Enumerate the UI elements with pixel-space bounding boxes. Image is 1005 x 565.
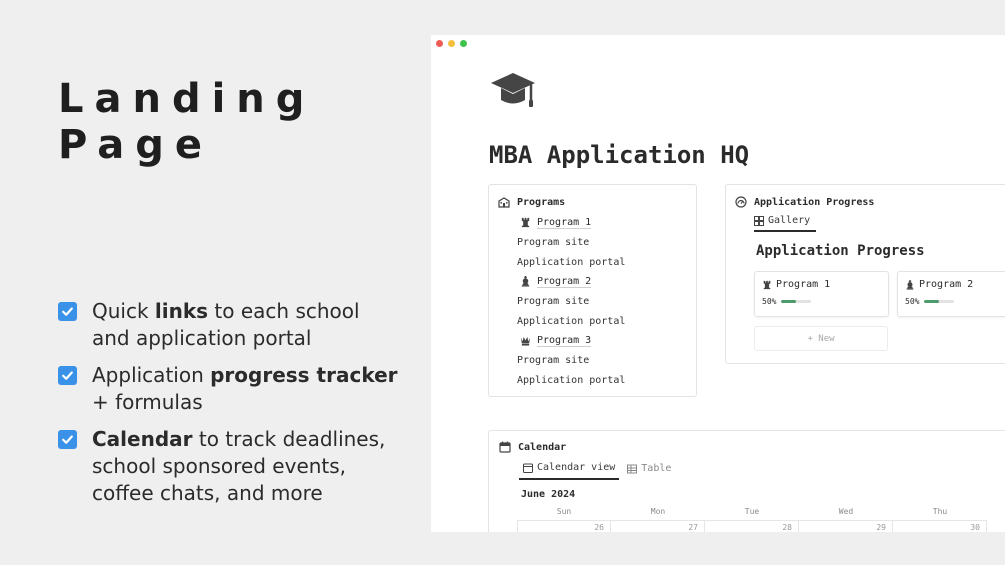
progress-header — [735, 196, 874, 208]
progress-indicator: 50% — [905, 297, 954, 306]
weekday-label: Mon — [650, 507, 666, 516]
programs-title: Programs — [517, 196, 566, 208]
calendar-view-icon — [523, 463, 533, 473]
calendar-day-cell[interactable]: 28 — [705, 521, 799, 532]
feature-item — [58, 426, 398, 507]
calendar-day-cell[interactable]: 26 — [517, 521, 611, 532]
program-link[interactable]: Program 2 — [517, 272, 625, 292]
calendar-header — [499, 441, 566, 453]
checkbox-checked-icon — [58, 302, 77, 321]
tab-calendar-view[interactable]: Calendar view — [519, 462, 619, 480]
gallery-card[interactable] — [754, 271, 889, 317]
feature-list — [58, 298, 398, 517]
school-building-icon — [498, 196, 510, 208]
programs-header — [498, 196, 565, 208]
program-link[interactable]: Program 1 — [517, 213, 625, 233]
programs-block — [488, 184, 697, 397]
app-window — [431, 35, 1005, 532]
feature-item — [58, 298, 398, 352]
calendar-grid — [517, 520, 987, 532]
minimize-window-button[interactable] — [448, 40, 455, 47]
graduation-cap-icon[interactable] — [489, 71, 537, 111]
application-portal-link[interactable]: Application portal — [517, 256, 626, 268]
new-card-button[interactable]: + New — [754, 326, 888, 351]
rook-icon — [520, 217, 531, 228]
gallery-card-name: Program 2 — [905, 279, 973, 290]
gallery-grid-icon — [754, 216, 764, 226]
progress-title: Application Progress — [754, 196, 875, 208]
program-site-link[interactable]: Program site — [517, 237, 590, 249]
gallery-card-name: Program 1 — [762, 279, 830, 290]
weekday-label: Tue — [744, 507, 760, 516]
close-window-button[interactable] — [436, 40, 443, 47]
feature-text: Quick links to each school and application portal — [92, 299, 360, 350]
calendar-block — [488, 430, 1005, 532]
progress-bar — [781, 300, 811, 303]
calendar-weekdays — [517, 507, 987, 516]
weekday-label: Sun — [556, 507, 572, 516]
gauge-icon — [735, 196, 747, 208]
calendar-month: June 2024 — [521, 489, 576, 500]
gallery-title: Application Progress — [756, 243, 925, 259]
window-controls — [436, 40, 467, 47]
program-link[interactable]: Program 3 — [517, 331, 625, 351]
gallery-card[interactable] — [897, 271, 1005, 317]
calendar-icon — [499, 441, 511, 453]
program-site-link[interactable]: Program site — [517, 355, 590, 367]
programs-list — [517, 213, 625, 390]
calendar-day-cell[interactable]: 30 — [893, 521, 987, 532]
feature-item — [58, 362, 398, 416]
hero-title — [58, 76, 315, 168]
hero-title-line-2: Page — [58, 122, 213, 168]
application-portal-link[interactable]: Application portal — [517, 315, 626, 327]
application-portal-link[interactable]: Application portal — [517, 374, 626, 386]
checkbox-checked-icon — [58, 430, 77, 449]
page-title: MBA Application HQ — [489, 141, 750, 169]
feature-text: Calendar to track deadlines, school sponsored events, coffee chats, and more — [92, 427, 386, 505]
calendar-title: Calendar — [518, 441, 567, 453]
table-icon — [627, 464, 637, 474]
calendar-day-cell[interactable]: 27 — [611, 521, 705, 532]
calendar-tabs — [519, 462, 679, 480]
application-progress-block — [725, 184, 1005, 364]
king-icon — [905, 280, 915, 290]
queen-icon — [520, 335, 531, 346]
hero-title-line-1: Landing — [58, 76, 316, 122]
progress-bar-fill — [924, 300, 939, 303]
progress-bar-fill — [781, 300, 796, 303]
progress-bar — [924, 300, 954, 303]
feature-text: Application progress tracker + formulas — [92, 363, 398, 414]
checkbox-checked-icon — [58, 366, 77, 385]
weekday-label: Thu — [932, 507, 948, 516]
maximize-window-button[interactable] — [460, 40, 467, 47]
progress-indicator: 50% — [762, 297, 811, 306]
calendar-day-cell[interactable]: 29 — [799, 521, 893, 532]
king-icon — [520, 276, 531, 287]
program-site-link[interactable]: Program site — [517, 296, 590, 308]
tab-table[interactable]: Table — [623, 462, 675, 480]
tab-gallery[interactable]: Gallery — [754, 215, 816, 232]
rook-icon — [762, 280, 772, 290]
weekday-label: Wed — [838, 507, 854, 516]
